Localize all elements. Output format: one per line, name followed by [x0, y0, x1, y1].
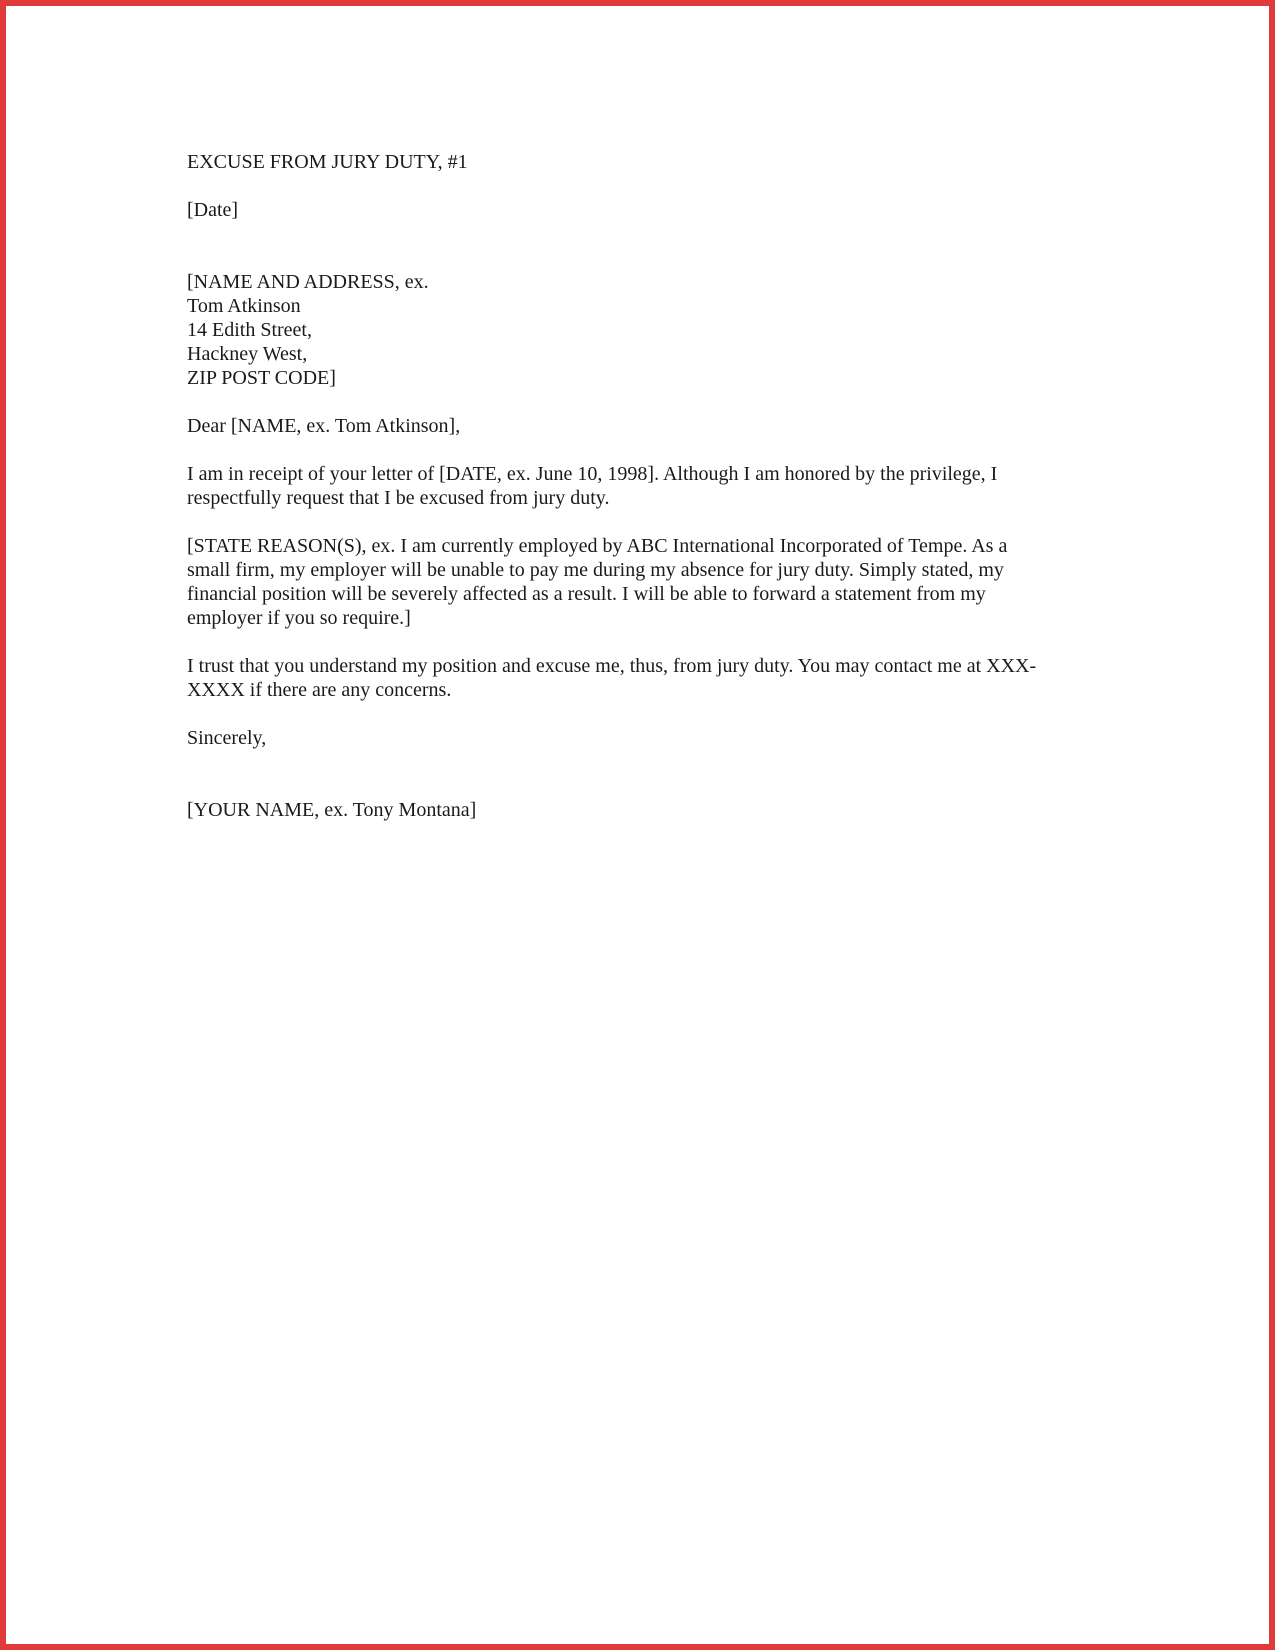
address-line: [NAME AND ADDRESS, ex. [187, 271, 429, 293]
paragraph-line: employer if you so require.] [187, 607, 411, 629]
signature-placeholder: [YOUR NAME, ex. Tony Montana] [187, 799, 477, 821]
paragraph-line: XXXX if there are any concerns. [187, 679, 452, 701]
paragraph-line: I trust that you understand my position and excuse me, thus, from jury duty. You may contact me at XXX- [187, 655, 1037, 677]
letter-body [187, 150, 1087, 822]
recipient-address [187, 270, 1087, 390]
paragraph-line: [STATE REASON(S), ex. I am currently employed by ABC International Incorporated of Tempe. As a [187, 535, 1008, 557]
paragraph-line: respectfully request that I be excused from jury duty. [187, 487, 610, 509]
closing: Sincerely, [187, 727, 267, 749]
paragraph-line: I am in receipt of your letter of [DATE, ex. June 10, 1998]. Although I am honored by the privilege, I [187, 463, 998, 485]
address-line: Tom Atkinson [187, 295, 301, 317]
address-line: ZIP POST CODE] [187, 367, 336, 389]
paragraph-line: financial position will be severely affected as a result. I will be able to forward a statement from my [187, 583, 986, 605]
address-line: Hackney West, [187, 343, 308, 365]
paragraph-contact [187, 654, 1087, 702]
document-title: EXCUSE FROM JURY DUTY, #1 [187, 151, 468, 173]
paragraph-receipt [187, 462, 1087, 510]
date-placeholder: [Date] [187, 199, 239, 221]
salutation: Dear [NAME, ex. Tom Atkinson], [187, 415, 461, 437]
paragraph-line: small firm, my employer will be unable to pay me during my absence for jury duty. Simply stated, my [187, 559, 1004, 581]
address-line: 14 Edith Street, [187, 319, 312, 341]
paragraph-reasons [187, 534, 1087, 630]
